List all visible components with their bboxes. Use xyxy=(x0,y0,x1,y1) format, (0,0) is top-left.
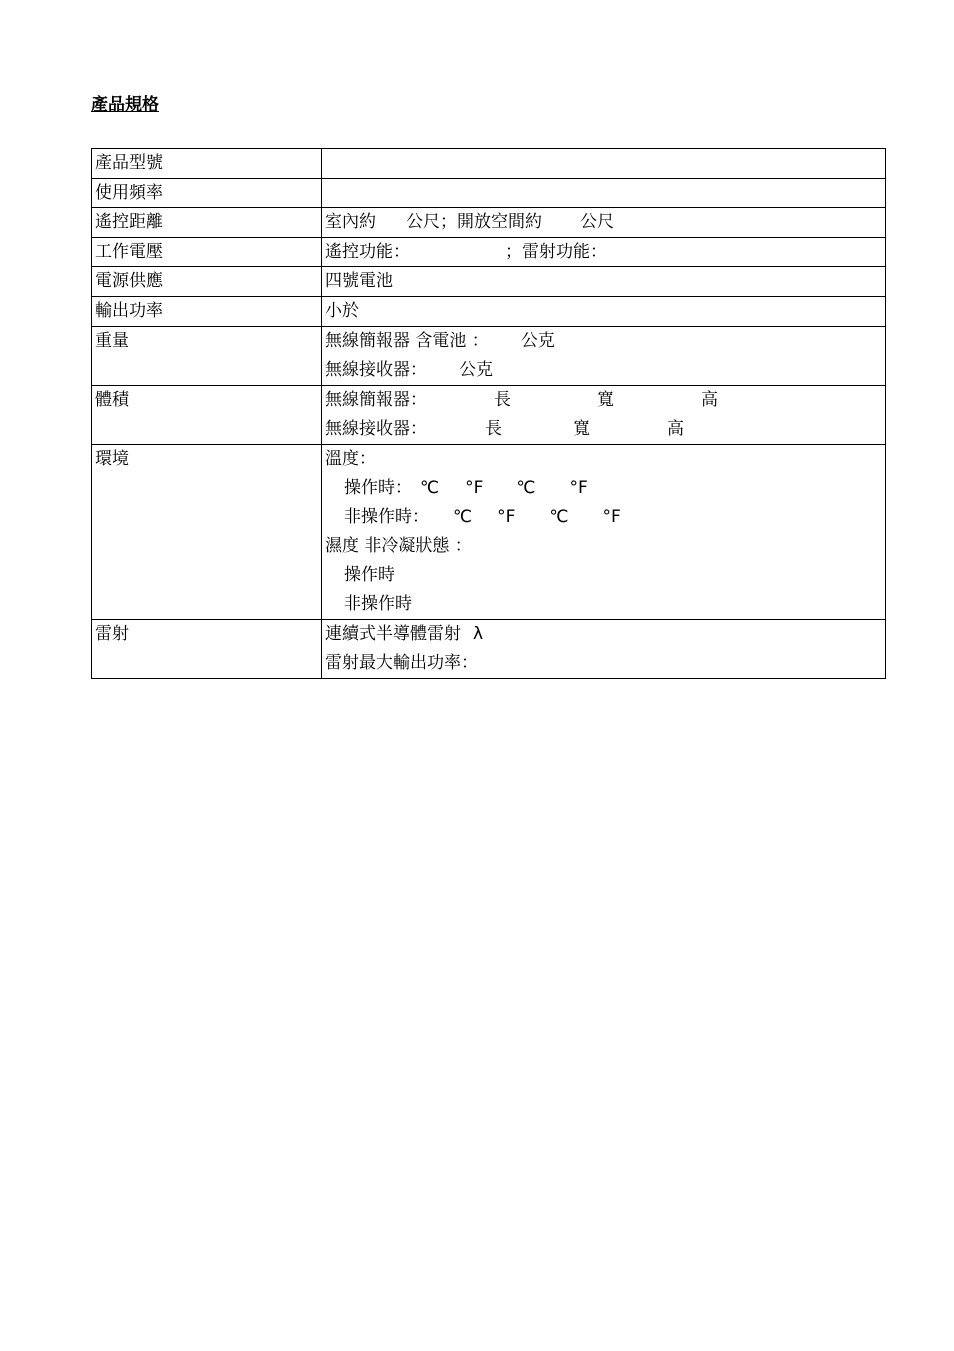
spec-table xyxy=(91,148,886,679)
label-frequency: 使用頻率 xyxy=(92,178,322,208)
range-unit: 公尺 xyxy=(580,212,614,233)
env-op-celsius-max: ℃ xyxy=(516,477,536,498)
volume-presenter xyxy=(325,386,882,415)
label-weight: 重量 xyxy=(92,326,322,385)
weight-presenter-label: 無線簡報器 含電池 ： xyxy=(325,330,489,351)
env-nonop-celsius-min: ℃ xyxy=(453,506,473,527)
weight-presenter xyxy=(325,327,882,356)
voltage-remote: 遙控功能： xyxy=(325,241,410,262)
value-power-supply: 四號電池 xyxy=(322,267,886,297)
env-nonop-fahrenheit-max: °F xyxy=(602,506,621,527)
laser-type xyxy=(325,620,882,649)
laser-wavelength-symbol: λ xyxy=(473,623,484,644)
env-nonop-celsius-max: ℃ xyxy=(549,506,569,527)
table-row xyxy=(92,385,886,444)
volume-receiver xyxy=(325,415,882,444)
value-frequency xyxy=(322,178,886,208)
table-row xyxy=(92,326,886,385)
volume-receiver-height: 高 xyxy=(667,418,684,439)
env-humidity-operating: 操作時 xyxy=(344,564,395,585)
env-temp-nonoperating-label: 非操作時： xyxy=(344,506,429,527)
value-weight xyxy=(322,326,886,385)
volume-presenter-label: 無線簡報器： xyxy=(325,389,427,410)
value-model xyxy=(322,149,886,179)
table-row xyxy=(92,149,886,179)
volume-presenter-length: 長 xyxy=(494,389,511,410)
label-environment: 環境 xyxy=(92,444,322,619)
env-humidity: 濕度 非冷凝狀態 ： xyxy=(325,535,472,556)
env-nonop-fahrenheit-min: °F xyxy=(497,506,516,527)
env-op-celsius-min: ℃ xyxy=(420,477,440,498)
weight-receiver-unit: 公克 xyxy=(459,359,493,380)
range-open-space: 公尺；開放空間約 xyxy=(406,212,542,233)
laser-type-label: 連續式半導體雷射 xyxy=(325,623,461,644)
table-row xyxy=(92,267,886,297)
volume-presenter-width: 寬 xyxy=(597,389,614,410)
value-environment xyxy=(322,444,886,619)
env-temp-operating-label: 操作時： xyxy=(344,477,412,498)
env-temp-operating xyxy=(325,474,882,503)
env-humidity-nonoperating: 非操作時 xyxy=(344,593,412,614)
voltage-laser: ；雷射功能： xyxy=(505,241,607,262)
table-row xyxy=(92,208,886,238)
env-op-fahrenheit-max: °F xyxy=(569,477,588,498)
env-op-fahrenheit-min: °F xyxy=(465,477,484,498)
table-row xyxy=(92,619,886,678)
label-power-supply: 電源供應 xyxy=(92,267,322,297)
page-title: 產品規格 xyxy=(91,95,159,115)
label-laser: 雷射 xyxy=(92,619,322,678)
env-temperature: 溫度： xyxy=(325,448,376,469)
range-indoor: 室內約 xyxy=(325,212,376,233)
table-row xyxy=(92,237,886,267)
weight-receiver-label: 無線接收器： xyxy=(325,359,427,380)
label-volume: 體積 xyxy=(92,385,322,444)
label-output-power: 輸出功率 xyxy=(92,296,322,326)
value-volume xyxy=(322,385,886,444)
env-temp-nonoperating xyxy=(325,503,882,532)
label-model: 產品型號 xyxy=(92,149,322,179)
value-range xyxy=(322,208,886,238)
volume-receiver-width: 寬 xyxy=(573,418,590,439)
volume-presenter-height: 高 xyxy=(701,389,718,410)
value-voltage xyxy=(322,237,886,267)
volume-receiver-length: 長 xyxy=(485,418,502,439)
volume-receiver-label: 無線接收器： xyxy=(325,418,427,439)
value-output-power: 小於 xyxy=(322,296,886,326)
weight-presenter-unit: 公克 xyxy=(520,330,555,351)
table-row xyxy=(92,178,886,208)
value-laser xyxy=(322,619,886,678)
table-row xyxy=(92,296,886,326)
label-voltage: 工作電壓 xyxy=(92,237,322,267)
weight-receiver xyxy=(325,356,882,385)
label-range: 遙控距離 xyxy=(92,208,322,238)
table-row xyxy=(92,444,886,619)
laser-max-output: 雷射最大輸出功率： xyxy=(325,652,478,673)
